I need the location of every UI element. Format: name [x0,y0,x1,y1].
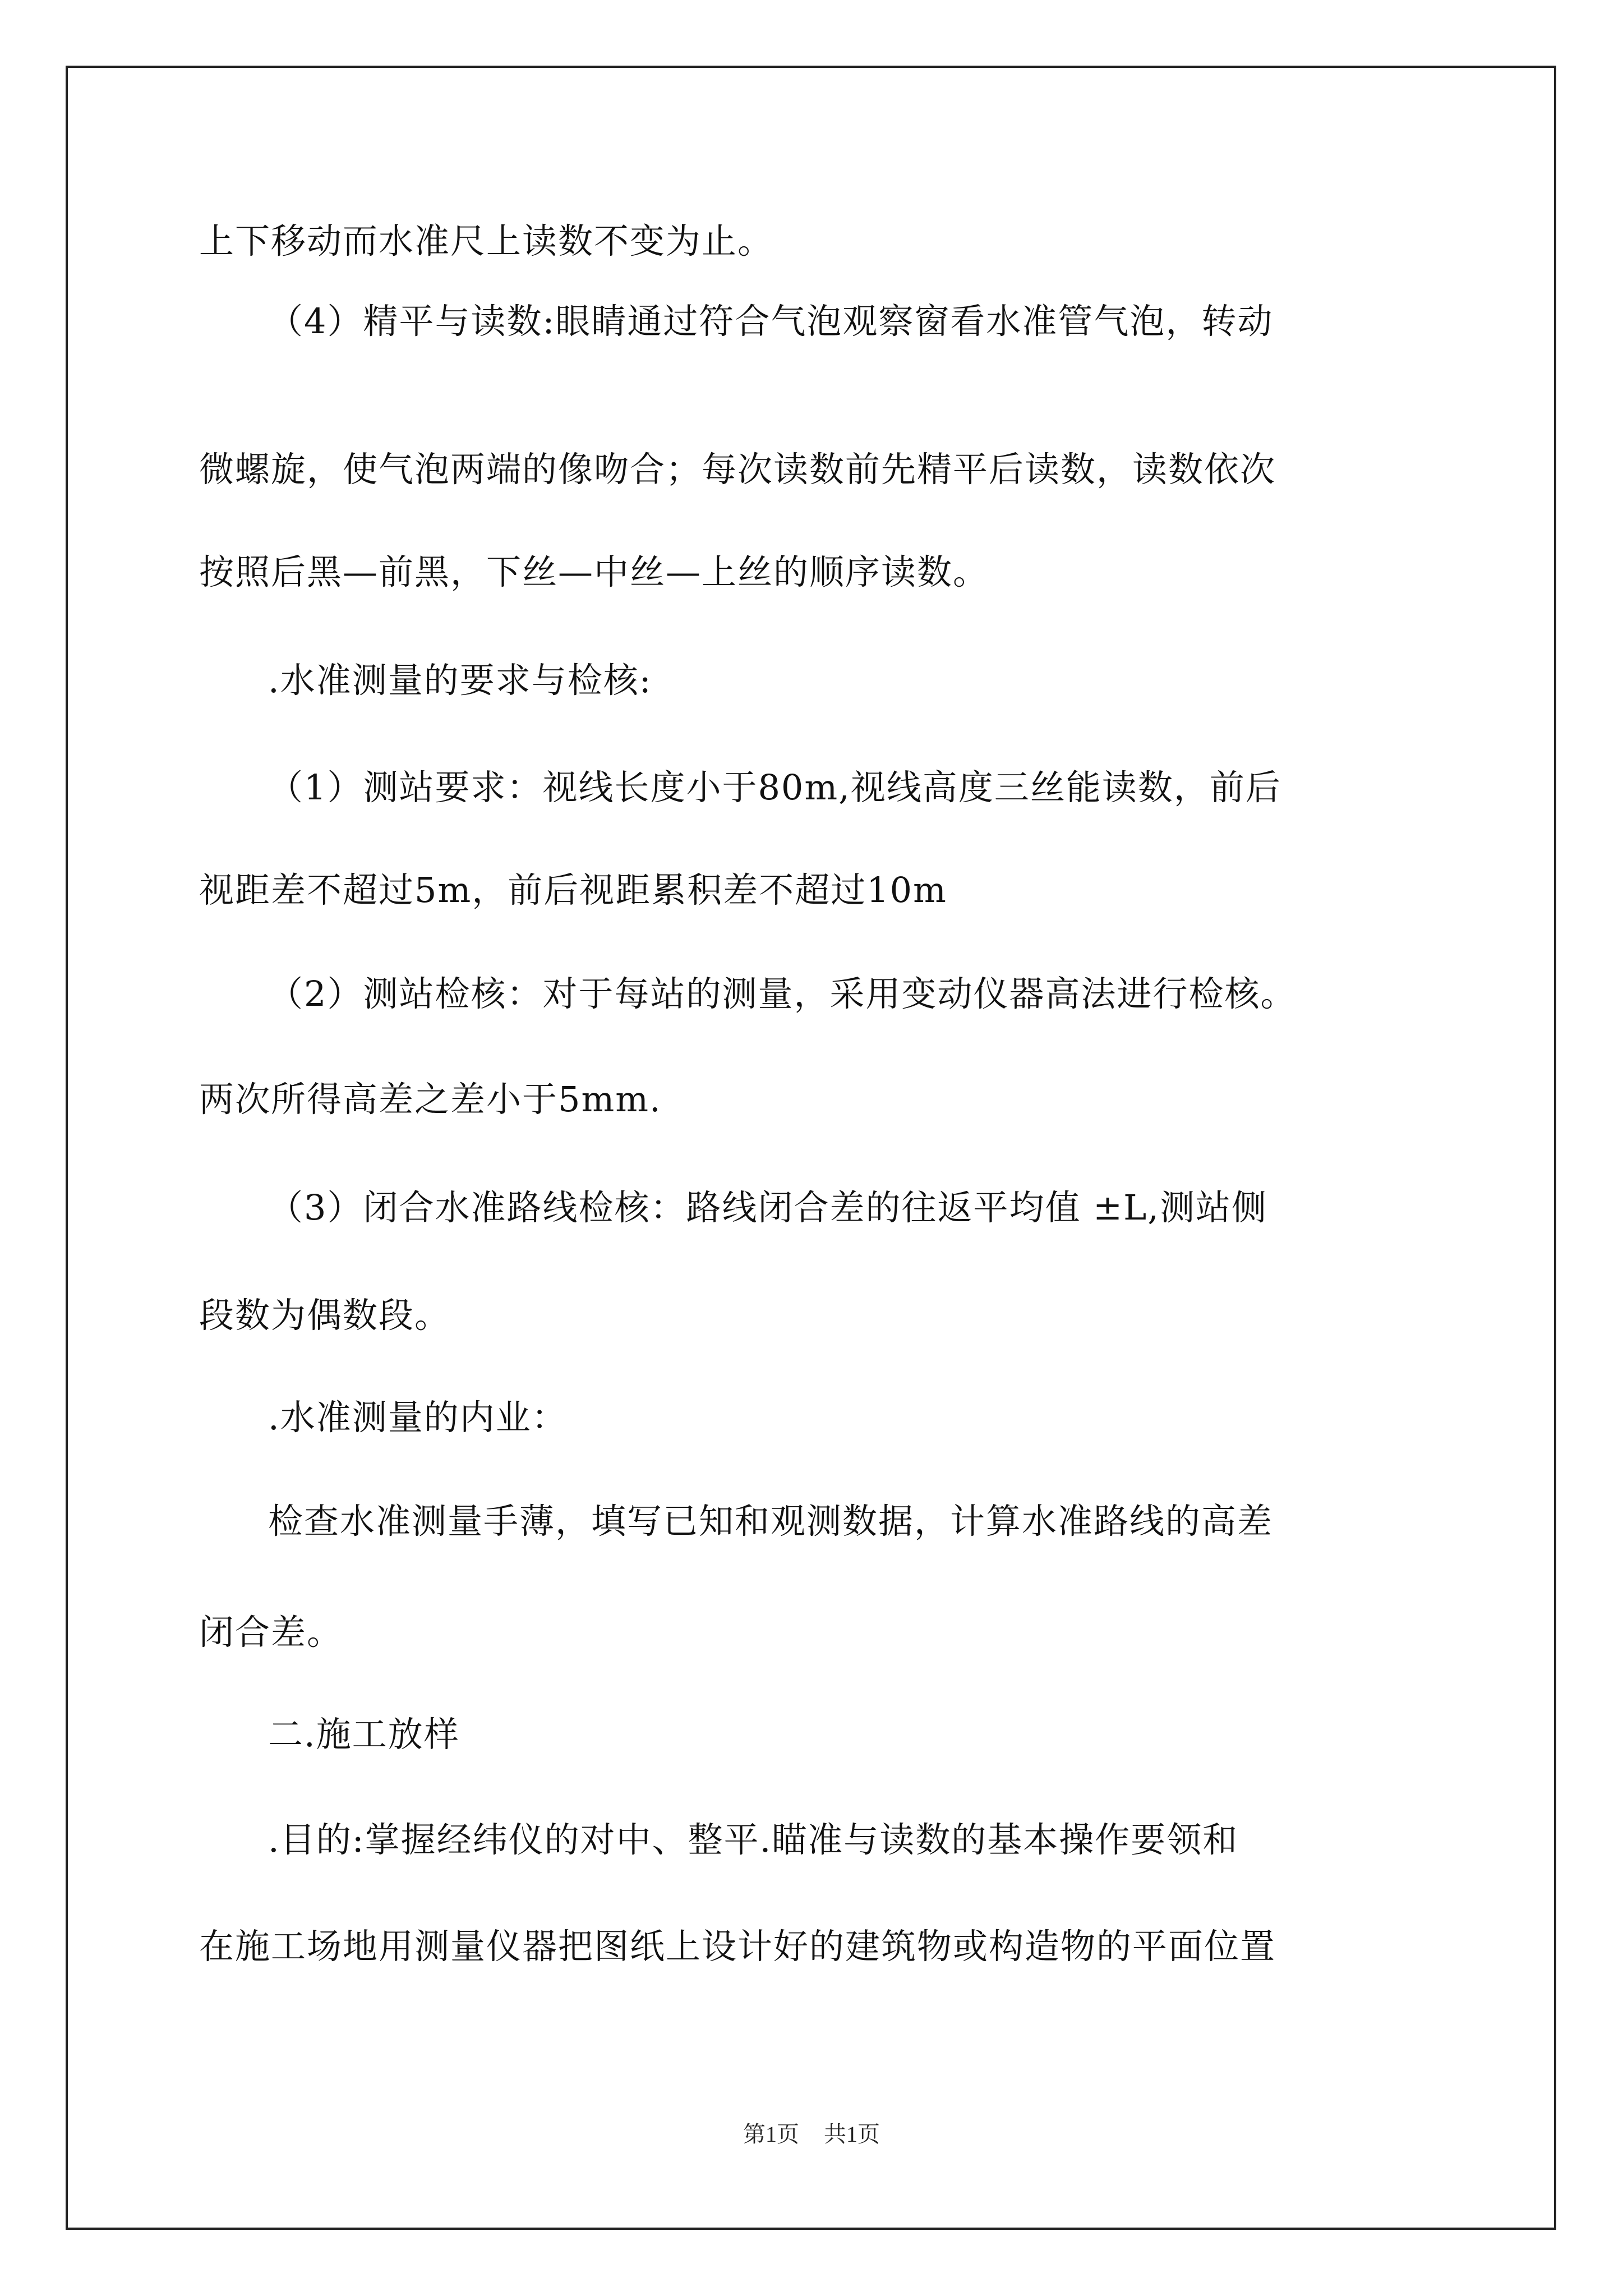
body-line-17: 在施工场地用测量仪器把图纸上设计好的建筑物或构造物的平面位置 [199,1926,1276,1967]
body-line-12: .水准测量的内业： [268,1397,568,1438]
body-line-1: 上下移动而水准尺上读数不变为止。 [199,220,774,261]
body-line-9: 两次所得高差之差小于5mm. [199,1079,662,1120]
page-footer [0,2120,1623,2148]
page-border [66,66,1556,2230]
body-line-8: （2）测站检核：对于每站的测量，采用变动仪器高法进行检核。 [268,973,1297,1014]
body-line-4: 按照后黑—前黑，下丝—中丝—上丝的顺序读数。 [199,551,989,592]
body-line-7: 视距差不超过5m，前后视距累积差不超过10m [199,869,947,910]
body-line-16: .目的:掌握经纬仪的对中、整平.瞄准与读数的基本操作要领和 [268,1819,1239,1860]
body-line-11: 段数为偶数段。 [199,1295,451,1336]
page-total: 共1页 [824,2122,880,2147]
body-line-14: 闭合差。 [199,1612,343,1653]
body-line-13: 检查水准测量手薄，填写已知和观测数据，计算水准路线的高差 [268,1501,1274,1542]
body-line-2: （4）精平与读数:眼睛通过符合气泡观察窗看水准管气泡，转动 [268,301,1274,342]
body-line-5: .水准测量的要求与检核: [268,660,652,701]
body-line-6: （1）测站要求：视线长度小于80m,视线高度三丝能读数，前后 [268,767,1281,808]
page-number: 第1页 [743,2122,799,2147]
body-line-10: （3）闭合水准路线检核：路线闭合差的往返平均值 ±L,测站侧 [268,1187,1267,1228]
body-line-15: 二.施工放样 [268,1714,460,1755]
body-line-3: 微螺旋，使气泡两端的像吻合；每次读数前先精平后读数，读数依次 [199,449,1276,490]
